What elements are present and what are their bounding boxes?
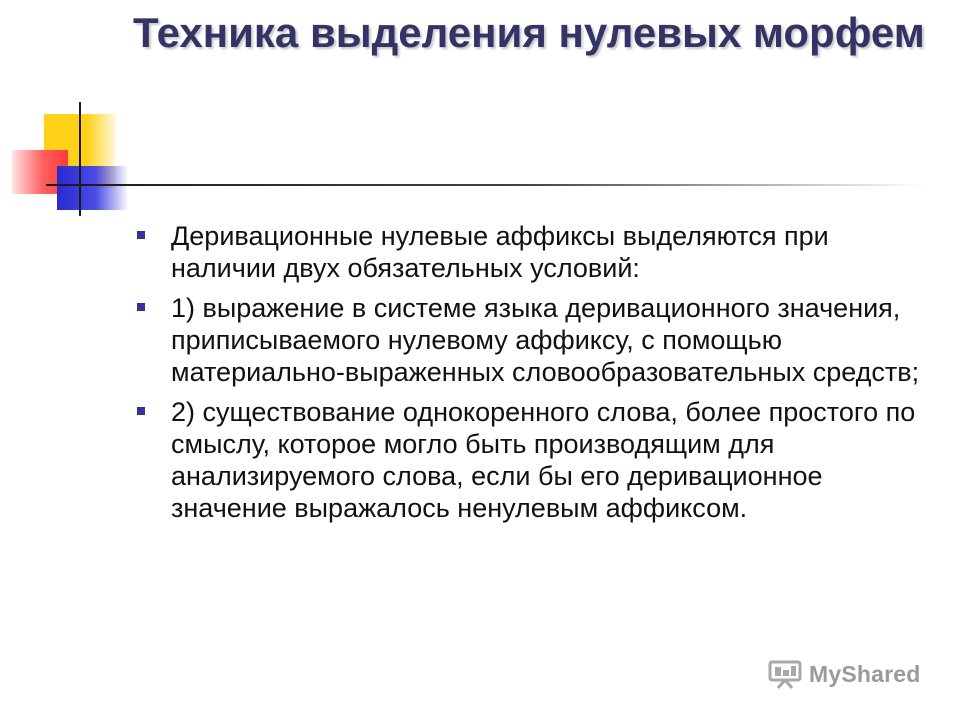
presentation-board-icon [767,659,803,689]
bullet-square-icon [137,407,145,415]
blue-square [57,166,127,210]
bullet-item [133,396,933,524]
watermark-text: MyShared [809,660,921,687]
bullet-square-icon [137,231,145,239]
watermark [767,656,921,692]
yellow-square [44,114,116,188]
bullet-text: 2) существование однокоренного слова, более простого по смыслу, которое могло быть производящим для анализируемого слова, если бы его деривационное значение выражалось ненулевым аффиксом. [171,397,916,523]
bullet-text: 1) выражение в системе языка деривационного значения, приписываемого нулевому аффиксу, с помощью материально-выраженных словообразовательных средств; [171,293,920,387]
bullet-item [133,220,933,284]
bullet-list [133,220,933,532]
title-underline [46,184,926,186]
red-square [12,150,68,194]
bullet-item [133,292,933,388]
bullet-text: Деривационные нулевые аффиксы выделяются при наличии двух обязательных условий: [171,221,829,283]
vertical-rule [79,102,81,216]
slide-title: Техника выделения нулевых морфем [133,9,925,56]
bullet-square-icon [137,303,145,311]
